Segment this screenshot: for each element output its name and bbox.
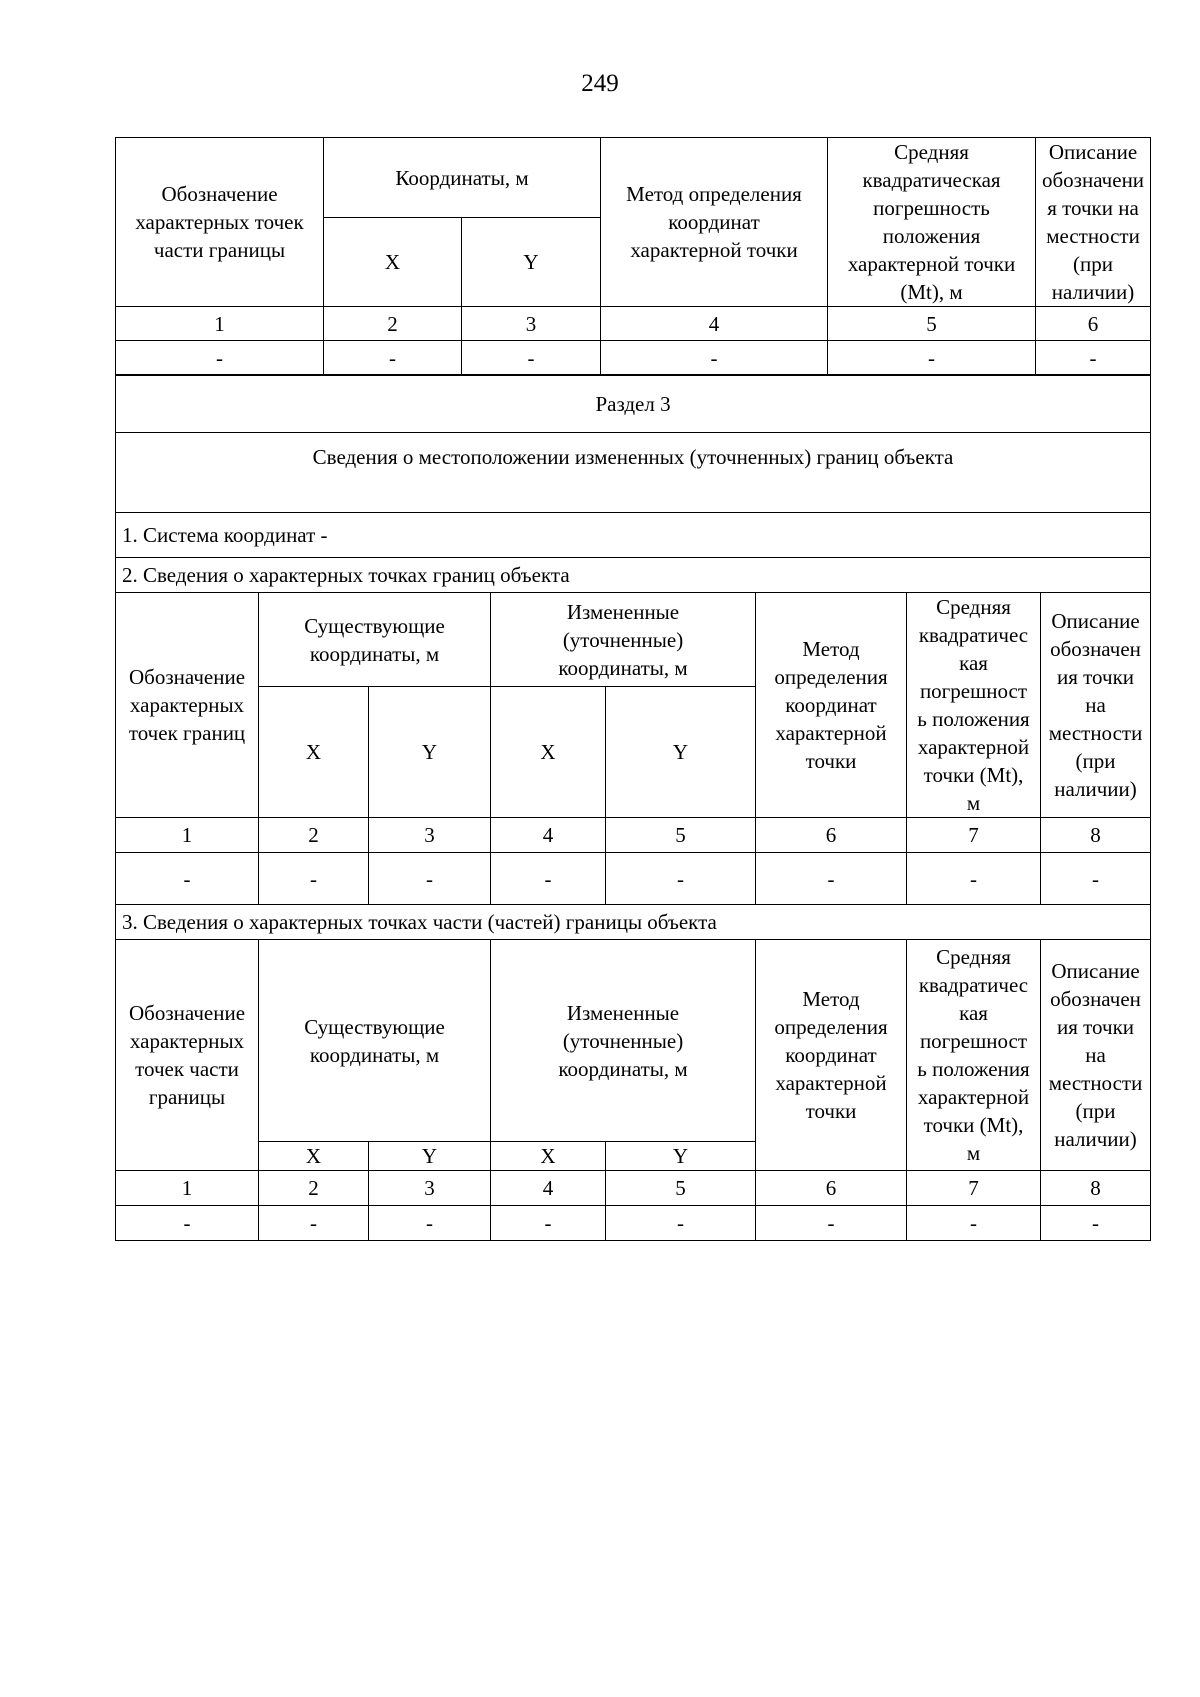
header-changed-y: Y	[606, 1142, 756, 1171]
section-subtitle: Сведения о местоположении измененных (уточненных) границ объекта	[116, 433, 1151, 513]
header-changed-coordinates: Измененные (уточненные) координаты, м	[491, 940, 756, 1142]
header-designation: Обозначение характерных точек части границы	[116, 138, 324, 307]
page-number: 249	[581, 70, 619, 97]
coordinate-system-row: 1. Система координат -	[116, 513, 1151, 558]
header-existing-x: X	[259, 1142, 369, 1171]
header-x: X	[324, 218, 462, 307]
header-description: Описание обозначен ия точки на местности (при наличии)	[1041, 593, 1151, 818]
header-changed-x: X	[491, 687, 606, 818]
header-existing-x: X	[259, 687, 369, 818]
header-designation-parts: Обозначение характерных точек части границы	[116, 940, 259, 1171]
header-existing-coordinates: Существующие координаты, м	[259, 940, 491, 1142]
header-method: Метод определения координат характерной точки	[601, 138, 828, 307]
header-method: Метод определения координат характерной точки	[756, 940, 907, 1171]
part-boundary-points-table	[115, 137, 1151, 375]
header-description: Описание обозначени я точки на местности (при наличии)	[1036, 138, 1151, 307]
header-y: Y	[462, 218, 601, 307]
header-changed-y: Y	[606, 687, 756, 818]
column-number-row: 1 2 3 4 5 6 7 8	[116, 818, 1151, 853]
header-changed-x: X	[491, 1142, 606, 1171]
column-number-row: 1 2 3 4 5 6	[116, 307, 1151, 341]
column-number-row: 1 2 3 4 5 6 7 8	[116, 1171, 1151, 1206]
table-row: - - - - - - - -	[116, 853, 1151, 905]
header-existing-y: Y	[369, 687, 491, 818]
header-existing-y: Y	[369, 1142, 491, 1171]
header-method: Метод определения координат характерной точки	[756, 593, 907, 818]
header-existing-coordinates: Существующие координаты, м	[259, 593, 491, 687]
header-mean-square-error: Средняя квадратическая погрешность положения характерной точки (Mt), м	[828, 138, 1036, 307]
table-row: - - - - - - - -	[116, 1206, 1151, 1241]
table-row: - - - - - -	[116, 341, 1151, 375]
header-coordinates: Координаты, м	[324, 138, 601, 218]
header-description: Описание обозначен ия точки на местности (при наличии)	[1041, 940, 1151, 1171]
parts-section-title: 3. Сведения о характерных точках части (частей) границы объекта	[116, 905, 1151, 940]
points-section-title: 2. Сведения о характерных точках границ объекта	[116, 558, 1151, 593]
header-changed-coordinates: Измененные (уточненные) координаты, м	[491, 593, 756, 687]
section-title: Раздел 3	[116, 376, 1151, 433]
section-3-table	[115, 375, 1151, 1241]
header-mean-square-error: Средняя квадратичес кая погрешност ь положения характерной точки (Mt), м	[907, 593, 1041, 818]
header-mean-square-error: Средняя квадратичес кая погрешност ь положения характерной точки (Mt), м	[907, 940, 1041, 1171]
header-designation: Обозначение характерных точек границ	[116, 593, 259, 818]
